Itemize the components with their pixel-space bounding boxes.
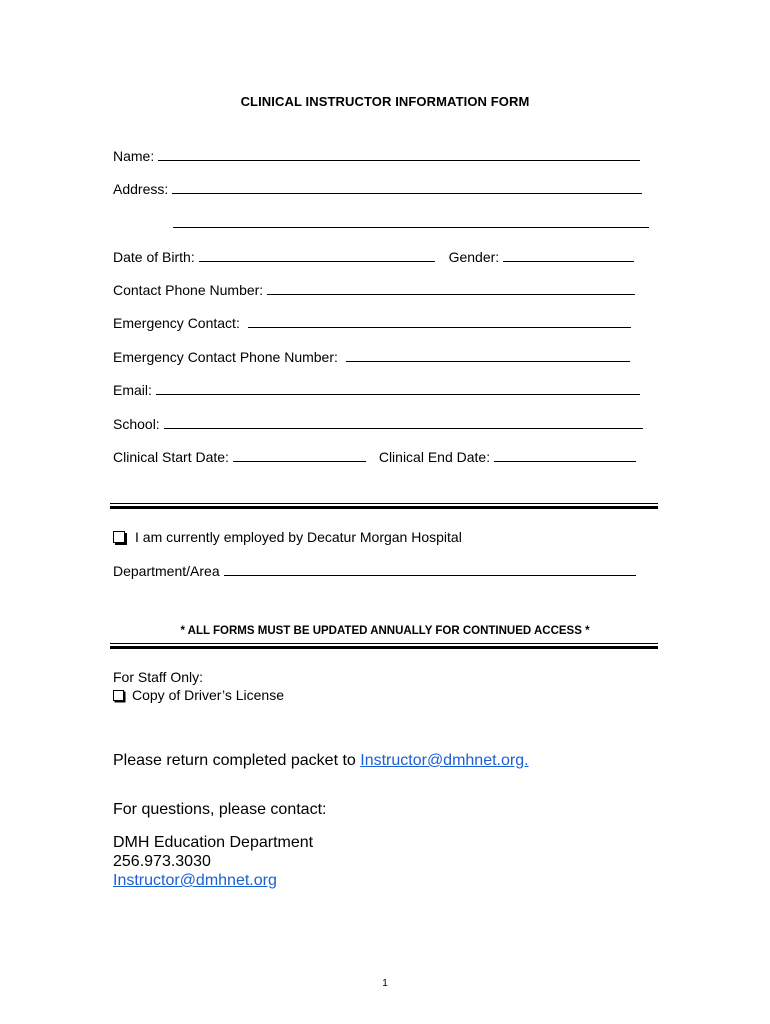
return-email-link[interactable]: Instructor@dmhnet.org.: [360, 752, 529, 769]
school-label: School:: [113, 416, 160, 432]
annual-update-notice: * ALL FORMS MUST BE UPDATED ANNUALLY FOR CONTINUED ACCESS *: [180, 625, 590, 637]
start-date-field[interactable]: [233, 448, 366, 462]
page-number: 1: [382, 978, 388, 989]
contact-phone-label: Contact Phone Number:: [113, 282, 264, 298]
email-row: [113, 381, 640, 399]
emergency-contact-row: [113, 314, 631, 332]
email-label: Email:: [113, 382, 152, 398]
emergency-phone-field[interactable]: [346, 348, 630, 362]
staff-license-row: [113, 686, 284, 704]
questions-text: For questions, please contact:: [113, 801, 327, 818]
dob-gender-row: [113, 248, 634, 266]
contact-department: DMH Education Department: [113, 834, 314, 851]
notice-divider: [110, 643, 658, 649]
license-checkbox[interactable]: [113, 690, 124, 701]
emergency-contact-label: Emergency Contact:: [113, 315, 240, 331]
emergency-contact-field[interactable]: [248, 314, 631, 328]
emergency-phone-label: Emergency Contact Phone Number:: [113, 349, 338, 365]
email-field[interactable]: [156, 381, 640, 395]
return-text: Please return completed packet to: [113, 752, 361, 769]
address-row-2: [173, 214, 649, 232]
license-label: Copy of Driver’s License: [132, 687, 284, 703]
address-label: Address:: [113, 181, 169, 197]
employment-row: [113, 528, 462, 546]
address-row: [113, 180, 642, 198]
emergency-phone-row: [113, 348, 630, 366]
contact-email-link[interactable]: Instructor@dmhnet.org: [113, 872, 277, 889]
school-row: [113, 415, 643, 433]
contact-phone-row: [113, 281, 635, 299]
gender-label: Gender:: [448, 249, 500, 265]
contact-phone: 256.973.3030: [113, 853, 211, 870]
dob-label: Date of Birth:: [113, 249, 195, 265]
name-label: Name:: [113, 148, 155, 164]
end-date-field[interactable]: [494, 448, 636, 462]
contact-phone-field[interactable]: [267, 281, 635, 295]
staff-heading: For Staff Only:: [113, 669, 203, 685]
name-field[interactable]: [158, 147, 640, 161]
department-row: [113, 562, 636, 580]
employment-checkbox[interactable]: [113, 531, 125, 543]
employment-label: I am currently employed by Decatur Morgan Hospital: [135, 529, 462, 545]
school-field[interactable]: [164, 415, 643, 429]
department-label: Department/Area: [113, 563, 220, 579]
address-field-line-1[interactable]: [172, 180, 642, 194]
gender-field[interactable]: [503, 248, 634, 262]
end-date-label: Clinical End Date:: [378, 449, 491, 465]
start-date-label: Clinical Start Date:: [113, 449, 229, 465]
form-title: CLINICAL INSTRUCTOR INFORMATION FORM: [240, 94, 530, 109]
return-instructions: [113, 751, 529, 770]
section-divider: [110, 503, 658, 509]
dob-field[interactable]: [199, 248, 435, 262]
clinical-dates-row: [113, 448, 636, 466]
department-field[interactable]: [224, 562, 636, 576]
address-field-line-2[interactable]: [173, 214, 649, 228]
name-row: [113, 147, 640, 165]
